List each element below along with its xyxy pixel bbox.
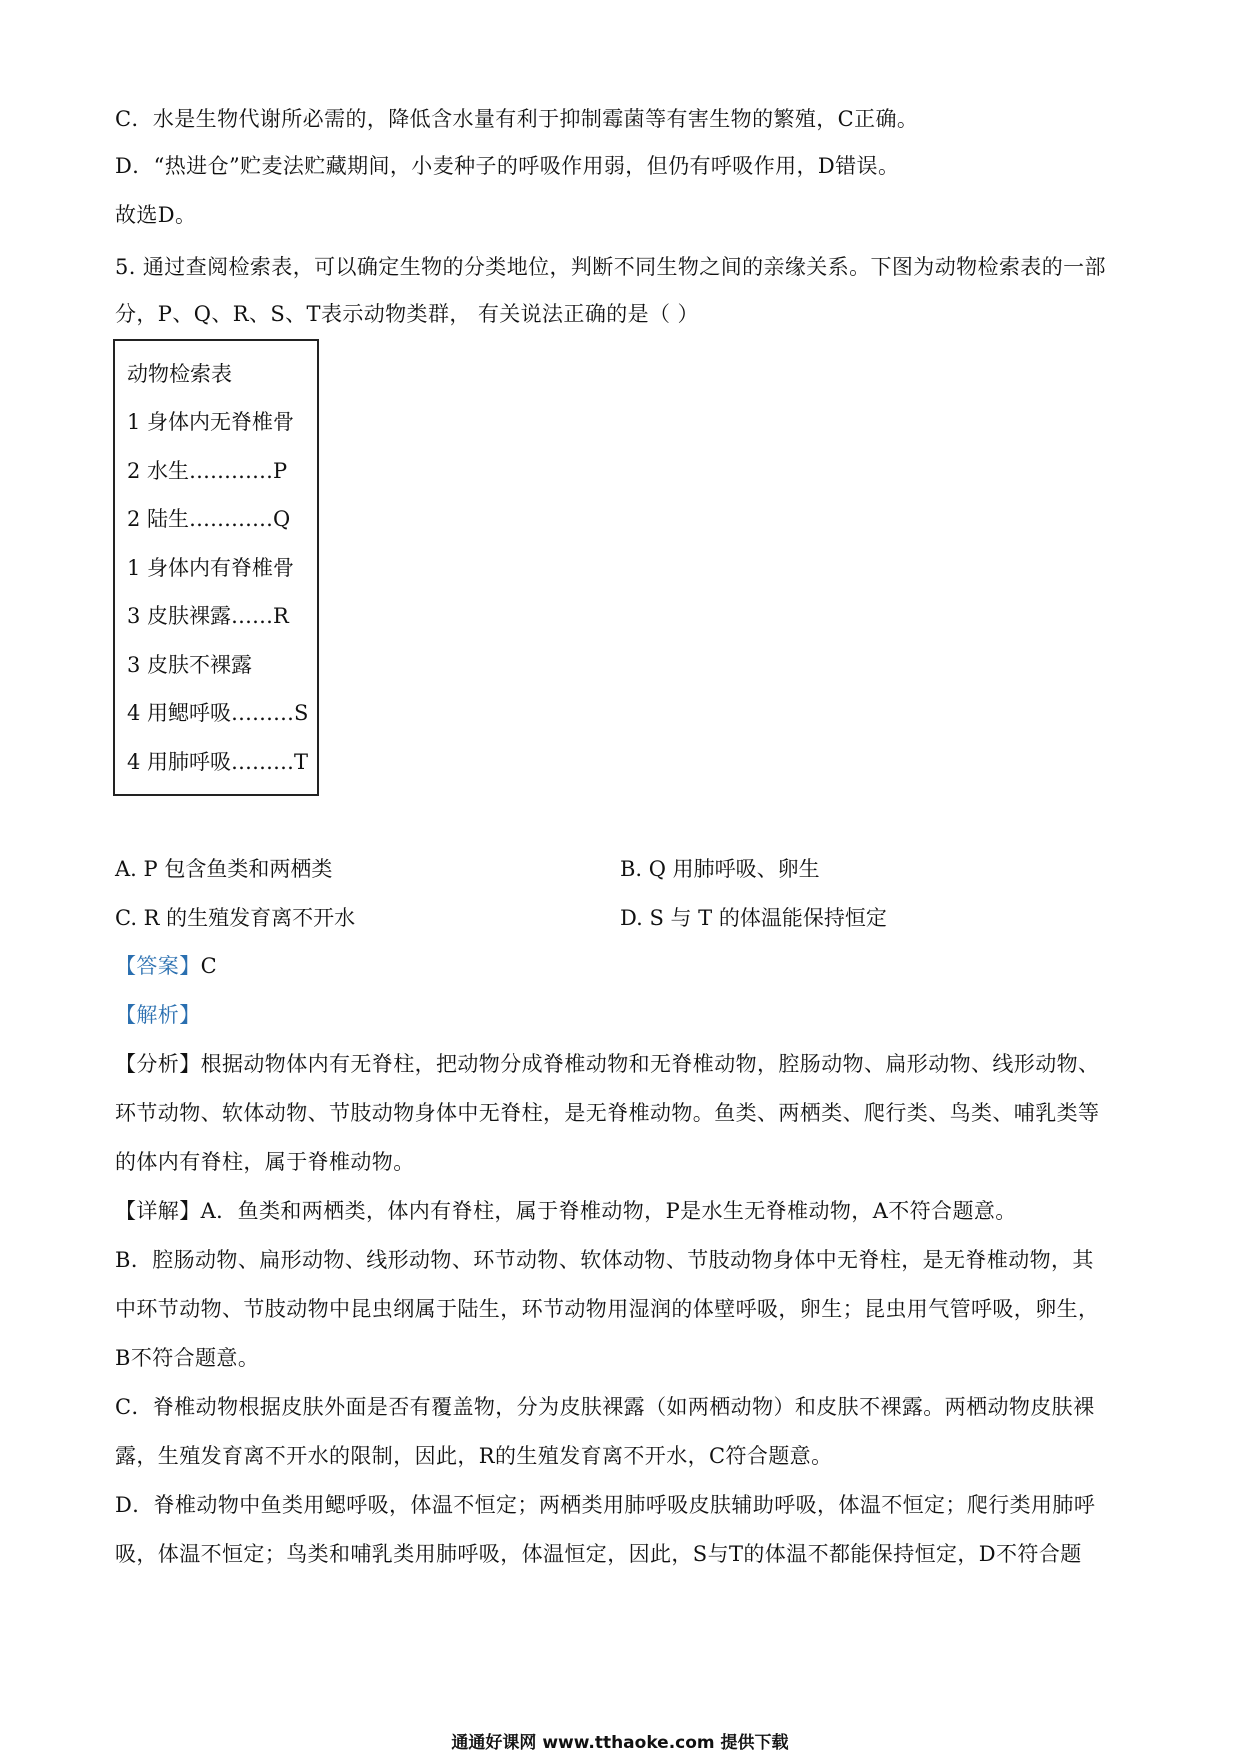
option-b: B. Q 用肺呼吸、卵生 — [620, 857, 820, 881]
detail-b-3: B不符合题意。 — [115, 1346, 260, 1370]
key-row: 4 用鳃呼吸………S — [127, 701, 309, 725]
detail-c-2: 露，生殖发育离不开水的限制，因此，R的生殖发育离不开水，C符合题意。 — [115, 1444, 833, 1468]
key-row: 3 皮肤裸露……R — [127, 604, 289, 628]
prev-option-d: D．“热进仓”贮麦法贮藏期间，小麦种子的呼吸作用弱，但仍有呼吸作用，D错误。 — [115, 154, 900, 178]
analysis-label: 【解析】 — [115, 1003, 201, 1027]
prev-option-c: C．水是生物代谢所必需的，降低含水量有利于抑制霉菌等有害生物的繁殖，C正确。 — [115, 107, 919, 131]
question-line-2: 分，P、Q、R、S、T表示动物类群， 有关说法正确的是（ ） — [115, 302, 699, 326]
animal-key-table — [113, 339, 319, 796]
option-a: A. P 包含鱼类和两栖类 — [115, 857, 333, 881]
answer-label: 【答案】 — [115, 954, 201, 978]
detail-d-1: D．脊椎动物中鱼类用鳃呼吸，体温不恒定；两栖类用肺呼吸皮肤辅助呼吸，体温不恒定；爬行类用肺呼 — [115, 1493, 1096, 1517]
detail-b-1: B．腔肠动物、扁形动物、线形动物、环节动物、软体动物、节肢动物身体中无脊柱，是无脊椎动物，其 — [115, 1248, 1094, 1272]
key-row: 2 陆生…………Q — [127, 507, 291, 531]
answer-value: C — [200, 954, 218, 978]
option-d: D. S 与 T 的体温能保持恒定 — [620, 906, 887, 930]
detail-a: 【详解】A．鱼类和两栖类，体内有脊柱，属于脊椎动物，P是水生无脊椎动物，A不符合题意。 — [115, 1199, 1017, 1223]
key-row: 1 身体内无脊椎骨 — [127, 410, 295, 434]
analysis-line: 环节动物、软体动物、节肢动物身体中无脊柱，是无脊椎动物。鱼类、两栖类、爬行类、鸟类、哺乳类等 — [115, 1101, 1100, 1125]
detail-d-2: 吸，体温不恒定；鸟类和哺乳类用肺呼吸，体温恒定，因此，S与T的体温不都能保持恒定，D不符合题 — [115, 1542, 1082, 1566]
answer — [115, 951, 217, 981]
page-footer: 通通好课网 www.tthaoke.com 提供下载 — [451, 1733, 789, 1753]
analysis-line: 【分析】根据动物体内有无脊柱，把动物分成脊椎动物和无脊椎动物，腔肠动物、扁形动物、线形动物、 — [115, 1052, 1100, 1076]
key-title: 动物检索表 — [127, 362, 232, 386]
key-row: 4 用肺呼吸………T — [127, 750, 309, 774]
key-row: 3 皮肤不裸露 — [127, 653, 253, 677]
detail-b-2: 中环节动物、节肢动物中昆虫纲属于陆生，环节动物用湿润的体壁呼吸，卵生；昆虫用气管呼吸，卵生， — [115, 1297, 1100, 1321]
question-line-1: 5. 通过查阅检索表，可以确定生物的分类地位，判断不同生物之间的亲缘关系。下图为动物检索表的一部 — [115, 255, 1106, 279]
prev-choose: 故选D。 — [115, 203, 197, 227]
detail-c-1: C．脊椎动物根据皮肤外面是否有覆盖物，分为皮肤裸露（如两栖动物）和皮肤不裸露。两栖动物皮肤裸 — [115, 1395, 1095, 1419]
analysis-line: 的体内有脊柱，属于脊椎动物。 — [115, 1150, 415, 1174]
key-row: 2 水生…………P — [127, 459, 288, 483]
key-row: 1 身体内有脊椎骨 — [127, 556, 295, 580]
option-c: C. R 的生殖发育离不开水 — [115, 906, 356, 930]
